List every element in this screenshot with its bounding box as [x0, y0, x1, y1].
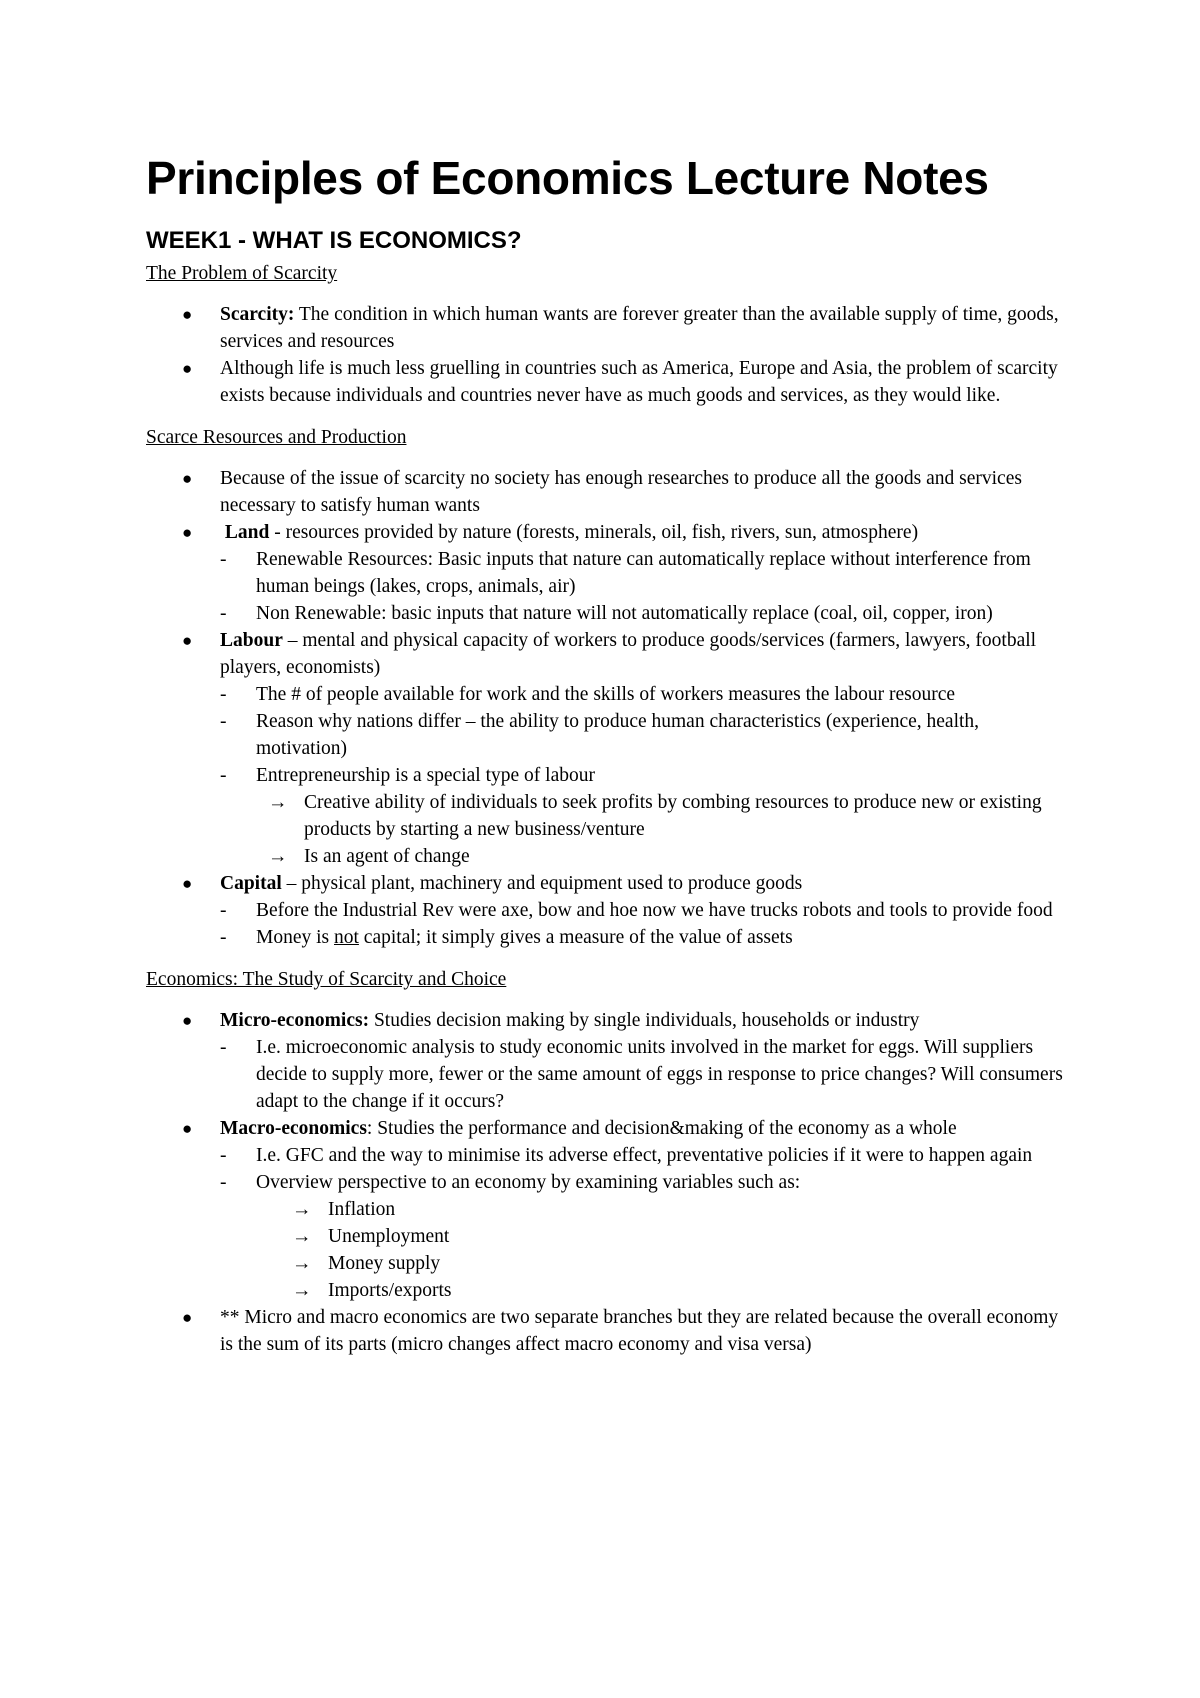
arrow-item	[256, 789, 1066, 843]
bullet-icon: ●	[182, 1119, 193, 1138]
definition-text: - resources provided by nature (forests, minerals, oil, fish, rivers, sun, atmosphere)	[269, 522, 919, 543]
list-item	[146, 519, 1066, 627]
term-micro: Micro-economics:	[220, 1010, 370, 1031]
variable-text: Imports/exports	[328, 1280, 452, 1301]
sub-item	[220, 708, 1066, 762]
definition-text: : Studies the performance and decision&making of the economy as a whole	[366, 1118, 957, 1139]
labour-sublist	[220, 681, 1066, 870]
arrow-item-text: Creative ability of individuals to seek profits by combing resources to produce new or existing products by starting a new business/venture	[304, 792, 1042, 840]
dash-icon: -	[220, 1172, 227, 1193]
list-item	[146, 1115, 1066, 1304]
sub-item-text: capital; it simply gives a measure of the value of assets	[358, 927, 793, 948]
term-land: Land	[224, 522, 270, 543]
resources-list	[146, 465, 1066, 951]
list-item-text: Although life is much less gruelling in countries such as America, Europe and Asia, the problem of scarcity exists because individuals and countries never have as much goods and services, as they would like.	[220, 358, 1058, 406]
sub-item-text: Before the Industrial Rev were axe, bow and hoe now we have trucks robots and tools to provide food	[256, 900, 1053, 921]
sub-item-text: I.e. microeconomic analysis to study economic units involved in the market for eggs. Will suppliers decide to supply more, fewer or the same amount of eggs in response to price changes? Will consumers adapt to the change if it occurs?	[256, 1037, 1063, 1112]
macro-sublist	[220, 1142, 1066, 1304]
dash-icon: -	[220, 684, 227, 705]
bullet-icon: ●	[182, 359, 193, 378]
definition-text: – mental and physical capacity of workers to produce goods/services (farmers, lawyers, football players, economists)	[220, 630, 1037, 678]
variable-text: Inflation	[328, 1199, 396, 1220]
term-macro: Macro-economics	[220, 1118, 367, 1139]
definition-text: – physical plant, machinery and equipment used to produce goods	[281, 873, 803, 894]
sub-item-text: Overview perspective to an economy by examining variables such as:	[256, 1172, 801, 1193]
sub-item-text: Money is	[256, 927, 334, 948]
bullet-icon: ●	[182, 874, 193, 893]
macro-variables-list	[256, 1196, 1066, 1304]
dash-icon: -	[220, 927, 227, 948]
sub-item	[220, 762, 1066, 870]
entrepreneurship-sublist	[256, 789, 1066, 870]
sub-item-text: Entrepreneurship is a special type of labour	[256, 765, 595, 786]
list-item	[146, 870, 1066, 951]
micro-sublist	[220, 1034, 1066, 1115]
dash-icon: -	[220, 1145, 227, 1166]
section-heading-resources: Scarce Resources and Production	[146, 427, 407, 448]
bullet-icon: ●	[182, 469, 193, 488]
dash-icon: -	[220, 711, 227, 732]
sub-item-text: I.e. GFC and the way to minimise its adverse effect, preventative policies if it were to happen again	[256, 1145, 1033, 1166]
bullet-icon: ●	[182, 523, 193, 542]
dash-icon: -	[220, 549, 227, 570]
sub-item-text: Reason why nations differ – the ability to produce human characteristics (experience, health, motivation)	[256, 711, 980, 759]
section-heading-scarcity: The Problem of Scarcity	[146, 263, 338, 284]
bullet-icon: ●	[182, 1011, 193, 1030]
economics-list	[146, 1007, 1066, 1358]
list-item	[146, 627, 1066, 870]
list-item	[146, 465, 1066, 519]
dash-icon: -	[220, 900, 227, 921]
term-scarcity: Scarcity:	[220, 304, 295, 325]
list-item-text: ** Micro and macro economics are two separate branches but they are related because the overall economy is the sum of its parts (micro changes affect macro economy and visa versa)	[220, 1307, 1059, 1355]
list-item	[146, 301, 1066, 355]
sub-item-text: Renewable Resources: Basic inputs that nature can automatically replace without interference from human beings (lakes, crops, animals, air)	[256, 549, 1031, 597]
arrow-icon: →	[268, 846, 288, 867]
list-item	[146, 355, 1066, 409]
term-capital: Capital	[220, 873, 282, 894]
arrow-icon: →	[292, 1199, 312, 1220]
arrow-item-text: Is an agent of change	[304, 846, 470, 867]
sub-item-text: The # of people available for work and the skills of workers measures the labour resource	[256, 684, 956, 705]
sub-item	[220, 546, 1066, 600]
arrow-item	[256, 1277, 1066, 1304]
section-heading-economics: Economics: The Study of Scarcity and Choice	[146, 969, 507, 990]
underlined-not: not	[334, 927, 359, 948]
sub-item	[220, 1169, 1066, 1304]
list-item	[146, 1007, 1066, 1115]
list-item	[146, 1304, 1066, 1358]
document-content	[146, 150, 1066, 1358]
list-item-text: Because of the issue of scarcity no society has enough researches to produce all the goods and services necessary to satisfy human wants	[220, 468, 1022, 516]
sub-item	[220, 1142, 1066, 1169]
variable-text: Unemployment	[328, 1226, 450, 1247]
sub-item	[220, 924, 1066, 951]
dash-icon: -	[220, 1037, 227, 1058]
document-title: Principles of Economics Lecture Notes	[146, 152, 989, 204]
week-heading: WEEK1 - WHAT IS ECONOMICS?	[146, 227, 522, 254]
definition-text: The condition in which human wants are forever greater than the available supply of time, goods, services and resources	[220, 304, 1059, 352]
sub-item	[220, 897, 1066, 924]
term-labour: Labour	[220, 630, 283, 651]
arrow-item	[256, 843, 1066, 870]
arrow-item	[256, 1250, 1066, 1277]
arrow-item	[256, 1223, 1066, 1250]
bullet-icon: ●	[182, 305, 193, 324]
land-sublist	[220, 546, 1066, 627]
arrow-icon: →	[268, 792, 288, 813]
sub-item-text: Non Renewable: basic inputs that nature will not automatically replace (coal, oil, copper, iron)	[256, 603, 993, 624]
arrow-icon: →	[292, 1253, 312, 1274]
dash-icon: -	[220, 603, 227, 624]
sub-item	[220, 600, 1066, 627]
capital-sublist	[220, 897, 1066, 951]
sub-item	[220, 1034, 1066, 1115]
bullet-icon: ●	[182, 1308, 193, 1327]
arrow-item	[256, 1196, 1066, 1223]
arrow-icon: →	[292, 1226, 312, 1247]
variable-text: Money supply	[328, 1253, 441, 1274]
sub-item	[220, 681, 1066, 708]
bullet-icon: ●	[182, 631, 193, 650]
arrow-icon: →	[292, 1280, 312, 1301]
scarcity-list	[146, 301, 1066, 409]
definition-text: Studies decision making by single individuals, households or industry	[369, 1010, 920, 1031]
dash-icon: -	[220, 765, 227, 786]
